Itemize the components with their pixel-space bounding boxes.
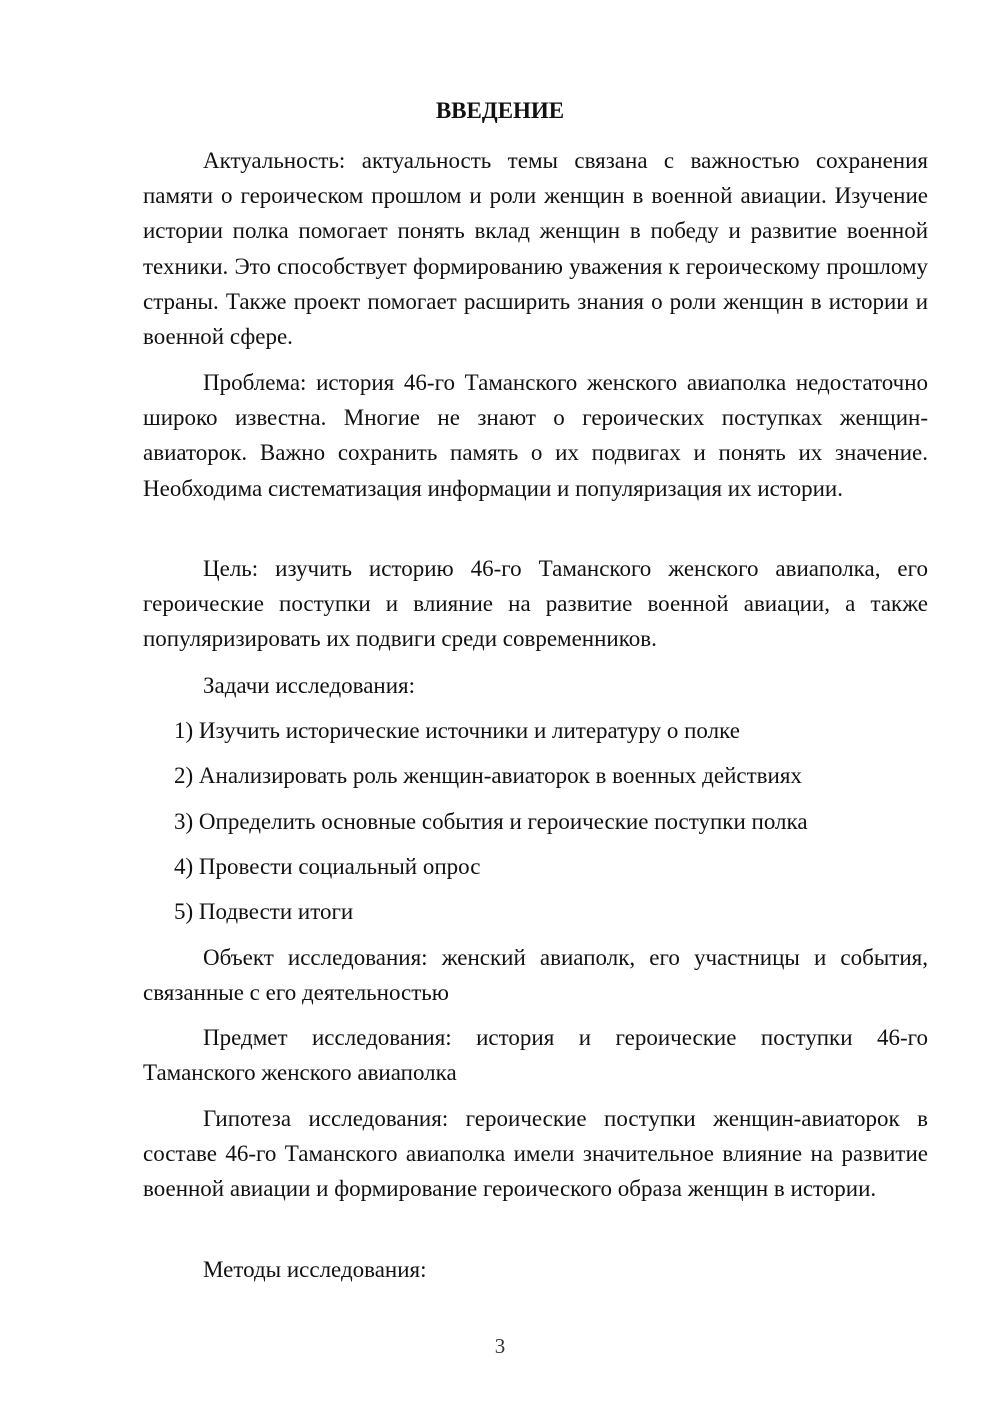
tasks-heading: Задачи исследования: [203, 673, 416, 698]
relevance-paragraph: Актуальность: актуальность темы связана с важностью сохранения памяти о героическом прошлом и роли женщин в военной авиации. Изучение истории полка помогает понять вклад женщин в победу и развитие военной техники. Это способствует формированию уважения к героическому прошлому страны. Также проект помогает расширить знания о роли женщин в истории и военной сфере. [143, 148, 928, 350]
object-paragraph: Объект исследования: женский авиаполк, его участницы и события, связанные с его деятельностью [143, 945, 928, 1006]
task-item-3: 3) Определить основные события и героические поступки полка [174, 809, 808, 834]
task-item-4: 4) Провести социальный опрос [174, 854, 481, 879]
methods-heading: Методы исследования: [203, 1257, 427, 1282]
task-item-5: 5) Подвести итоги [174, 899, 354, 924]
task-item-1: 1) Изучить исторические источники и литературу о полке [174, 718, 740, 743]
page-number: 3 [494, 1334, 506, 1358]
problem-paragraph: Проблема: история 46-го Таманского женского авиаполка недостаточно широко известна. Многие не знают о героических поступках женщин-авиаторок. Важно сохранить память о их подвигах и понять их значение. Необходима систематизация информации и популяризация их истории. [143, 370, 928, 501]
section-title: ВВЕДЕНИЕ [435, 98, 565, 123]
subject-paragraph: Предмет исследования: история и героические поступки 46-го Таманского женского авиаполка [143, 1025, 928, 1086]
task-item-2: 2) Анализировать роль женщин-авиаторок в военных действиях [174, 763, 802, 788]
goal-paragraph: Цель: изучить историю 46-го Таманского женского авиаполка, его героические поступки и влияние на развитие военной авиации, а также популяризировать их подвиги среди современников. [143, 556, 928, 652]
hypothesis-paragraph: Гипотеза исследования: героические поступки женщин-авиаторок в составе 46-го Таманского авиаполка имели значительное влияние на развитие военной авиации и формирование героического образа женщин в истории. [143, 1106, 928, 1202]
